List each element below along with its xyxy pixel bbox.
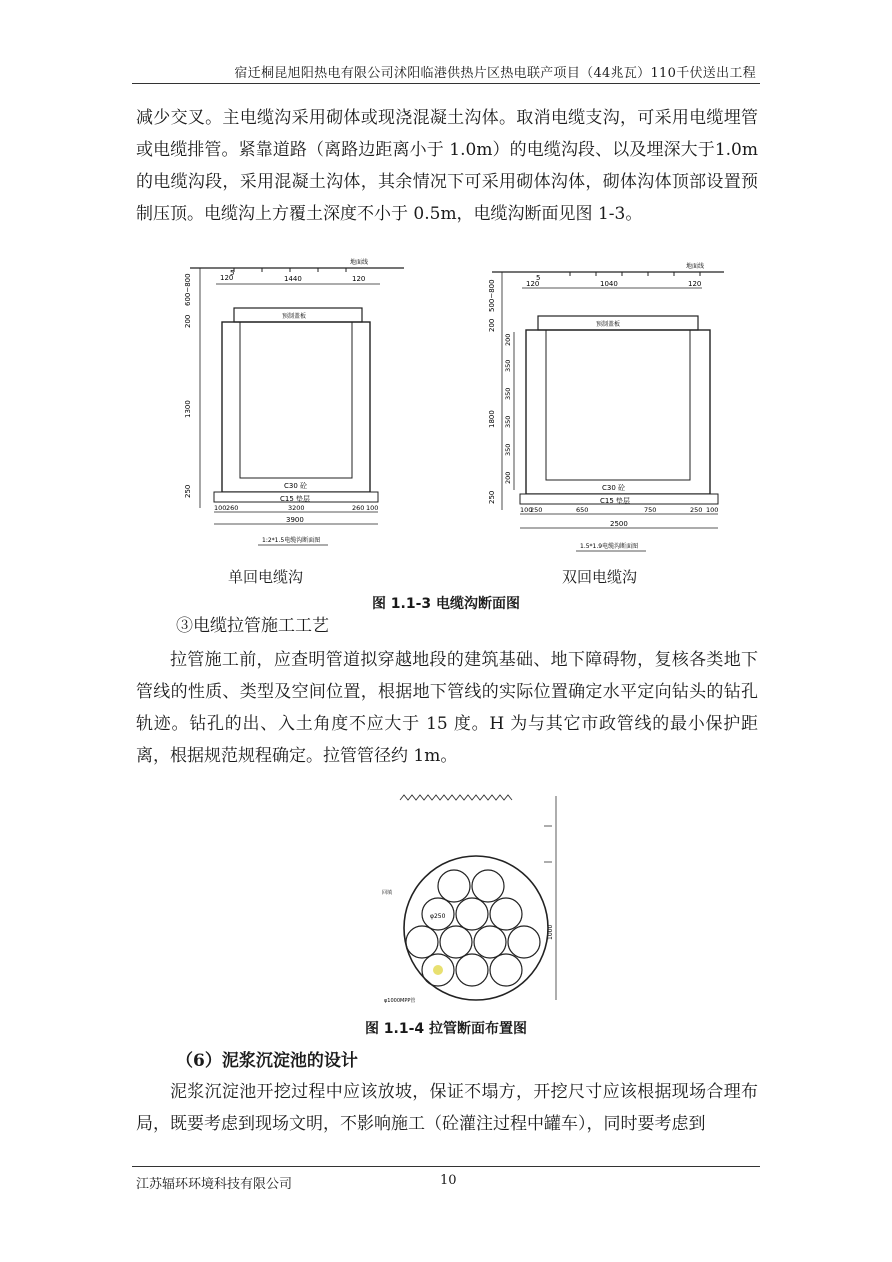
svg-text:C30 砼: C30 砼 <box>284 482 308 490</box>
svg-text:100: 100 <box>706 506 719 514</box>
svg-text:120: 120 <box>220 274 234 282</box>
svg-text:回填: 回填 <box>382 890 393 896</box>
svg-text:350: 350 <box>504 443 512 456</box>
svg-text:650: 650 <box>576 506 589 514</box>
svg-text:2500: 2500 <box>610 520 628 528</box>
page-number: 10 <box>440 1173 457 1188</box>
svg-text:1040: 1040 <box>600 280 618 288</box>
svg-text:250: 250 <box>530 506 543 514</box>
svg-text:350: 350 <box>504 359 512 372</box>
svg-text:1440: 1440 <box>284 275 302 283</box>
svg-text:C15 垫层: C15 垫层 <box>280 495 311 503</box>
svg-text:5: 5 <box>536 274 541 282</box>
svg-text:600~800: 600~800 <box>184 273 192 306</box>
footer-rule <box>132 1166 760 1167</box>
svg-text:200: 200 <box>504 333 512 346</box>
single-trench-label: 单回电缆沟 <box>228 568 304 586</box>
svg-text:260: 260 <box>226 504 239 512</box>
svg-text:5: 5 <box>230 269 235 277</box>
svg-text:1.5*1.9电缆沟断面图: 1.5*1.9电缆沟断面图 <box>580 543 639 550</box>
ground-label: 地面线 <box>350 259 369 266</box>
svg-text:120: 120 <box>352 275 366 283</box>
svg-text:100: 100 <box>520 506 533 514</box>
svg-text:C15 垫层: C15 垫层 <box>600 497 631 505</box>
svg-text:φ1000MPP管: φ1000MPP管 <box>384 998 416 1004</box>
paragraph-1: 减少交叉。主电缆沟采用砌体或现浇混凝土沟体。取消电缆支沟，可采用电缆埋管或电缆排管。紧靠道路（离路边距离小于 1.0m）的电缆沟段、以及埋深大于1.0m的电缆沟段，采用混凝土沟体，其余情况下可采用砌体沟体，砌体沟体顶部设置预制压顶。电缆沟上方覆土深度不小于 0.5m，电缆沟断面见图 1-3。 <box>136 108 758 224</box>
svg-text:1300: 1300 <box>184 400 192 418</box>
svg-text:200: 200 <box>184 314 192 328</box>
header-title: 宿迁桐昆旭阳热电有限公司沭阳临港供热片区热电联产项目（44兆瓦）110千伏送出工程 <box>234 66 756 81</box>
svg-text:260: 260 <box>352 504 365 512</box>
svg-text:350: 350 <box>504 387 512 400</box>
svg-text:350: 350 <box>504 415 512 428</box>
svg-text:1000: 1000 <box>547 924 554 940</box>
svg-text:200: 200 <box>504 471 512 484</box>
svg-text:750: 750 <box>644 506 657 514</box>
svg-text:C30 砼: C30 砼 <box>602 484 626 492</box>
svg-text:1800: 1800 <box>488 410 496 428</box>
svg-text:100: 100 <box>214 504 227 512</box>
double-trench-diagram <box>476 258 732 558</box>
svg-text:φ250: φ250 <box>430 913 446 920</box>
header-rule <box>132 83 760 84</box>
paragraph-3: 泥浆沉淀池开挖过程中应该放坡，保证不塌方，开挖尺寸应该根据现场合理布局，既要考虑到现场文明，不影响施工（砼灌注过程中罐车），同时要考虑到 <box>136 1082 758 1134</box>
figure-1-1-4-caption: 图 1.1-4 拉管断面布置图 <box>364 1021 528 1037</box>
pipe-section-diagram <box>380 790 570 1006</box>
svg-text:120: 120 <box>688 280 702 288</box>
item-3-title: ③电缆拉管施工工艺 <box>176 616 329 636</box>
double-trench-label: 双回电缆沟 <box>562 568 638 586</box>
svg-text:120: 120 <box>526 280 540 288</box>
svg-text:200: 200 <box>488 318 496 332</box>
svg-text:3200: 3200 <box>288 504 305 512</box>
svg-text:3900: 3900 <box>286 516 304 524</box>
figure-1-1-3-caption: 图 1.1-3 电缆沟断面图 <box>371 596 521 612</box>
svg-text:250: 250 <box>690 506 703 514</box>
paragraph-2: 拉管施工前，应查明管道拟穿越地段的建筑基础、地下障碍物，复核各类地下管线的性质、类型及空间位置，根据地下管线的实际位置确定水平定向钻头的钻孔轨迹。钻孔的出、入土角度不应大于 15 度。H 为与其它市政管线的最小保护距离，根据规范规程确定。拉管管径约 1m。 <box>136 650 758 766</box>
svg-text:预制盖板: 预制盖板 <box>282 313 307 320</box>
svg-text:1:2*1.5电缆沟断面图: 1:2*1.5电缆沟断面图 <box>262 537 321 544</box>
footer-company: 江苏辐环环境科技有限公司 <box>136 1177 293 1192</box>
section-6-heading: （6）泥浆沉淀池的设计 <box>176 1051 358 1071</box>
svg-text:预制盖板: 预制盖板 <box>596 321 621 328</box>
svg-text:地面线: 地面线 <box>686 263 705 270</box>
single-trench-diagram <box>176 258 416 554</box>
svg-text:250: 250 <box>184 484 192 498</box>
svg-text:100: 100 <box>366 504 379 512</box>
svg-text:250: 250 <box>488 490 496 504</box>
svg-text:500~800: 500~800 <box>488 279 496 312</box>
